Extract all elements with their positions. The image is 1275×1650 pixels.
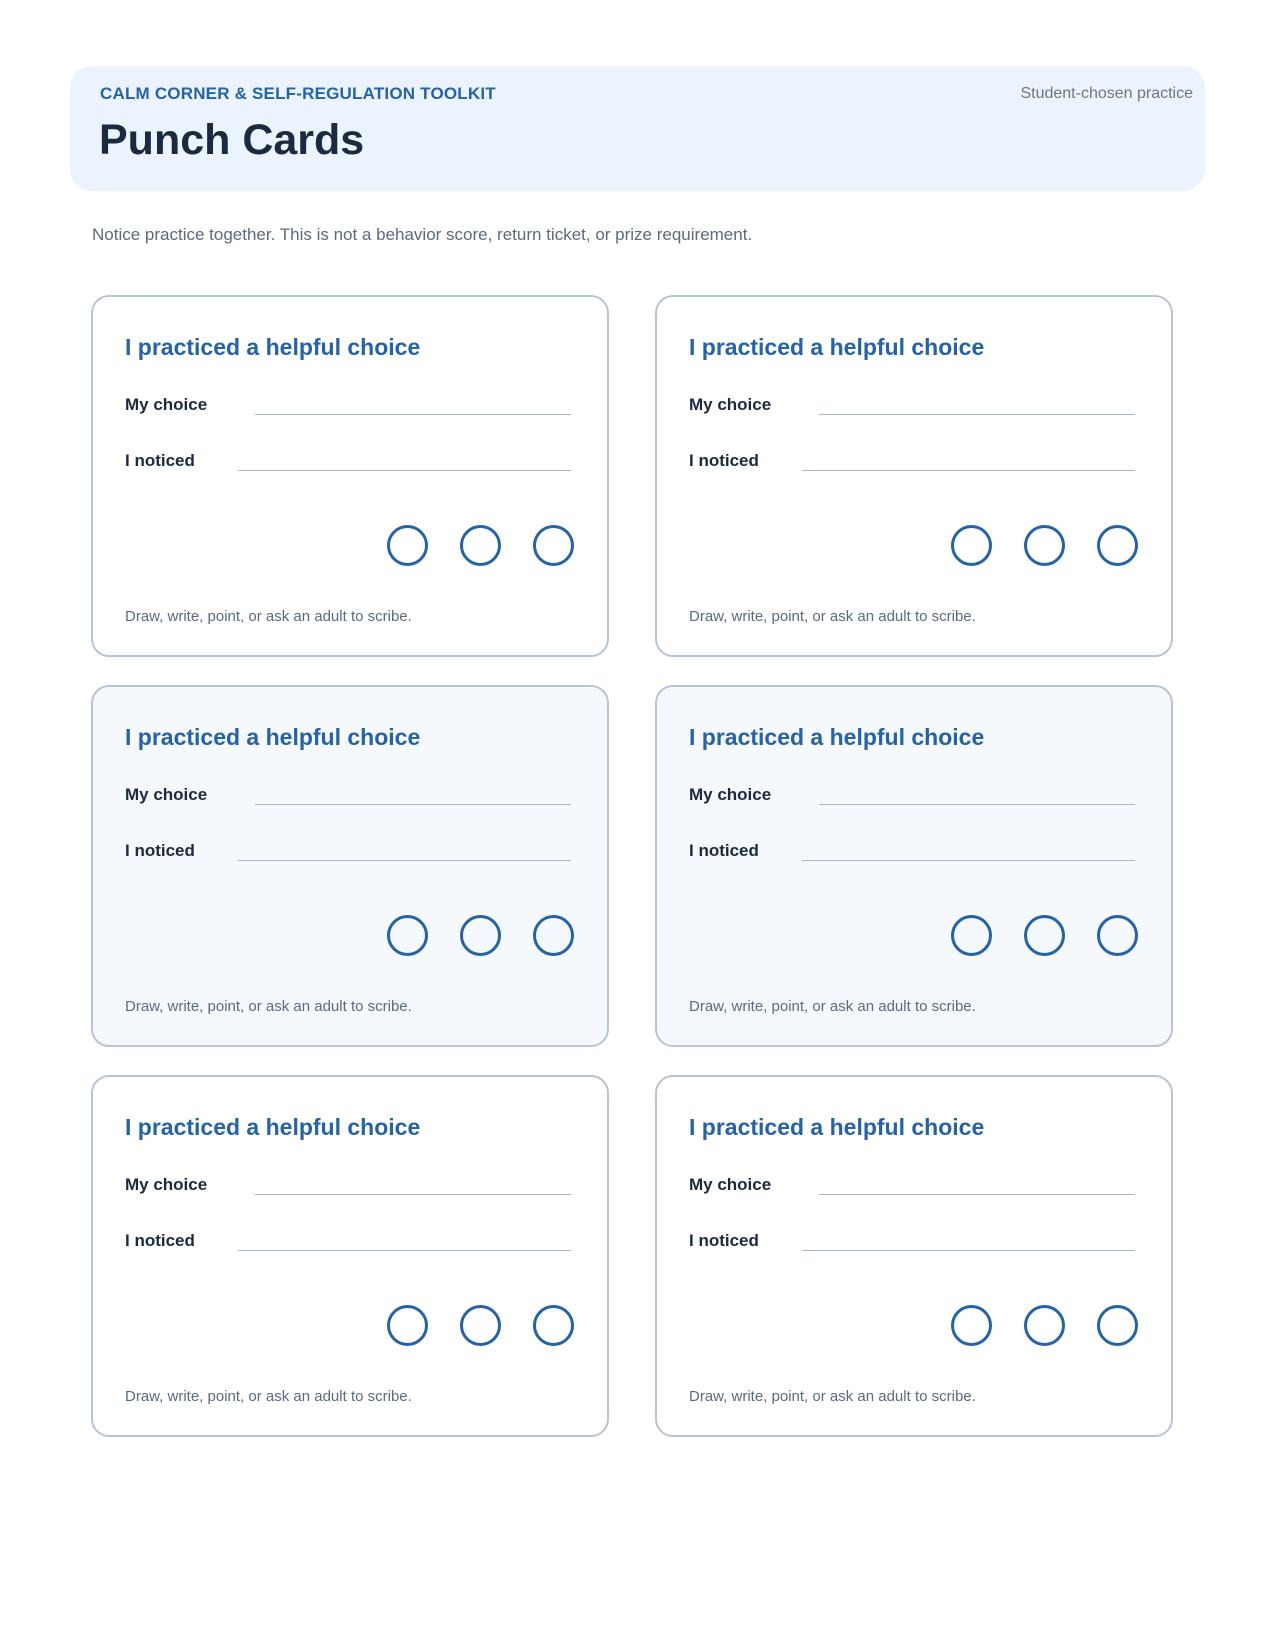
punch-circle[interactable] bbox=[1097, 915, 1138, 956]
i-noticed-line[interactable] bbox=[802, 470, 1135, 471]
punch-circle[interactable] bbox=[387, 525, 428, 566]
card-hint: Draw, write, point, or ask an adult to scribe. bbox=[689, 998, 976, 1015]
punch-circle[interactable] bbox=[387, 1305, 428, 1346]
punch-circle[interactable] bbox=[1024, 915, 1065, 956]
i-noticed-label: I noticed bbox=[125, 1231, 195, 1250]
i-noticed-line[interactable] bbox=[802, 860, 1135, 861]
card-hint: Draw, write, point, or ask an adult to scribe. bbox=[689, 608, 976, 625]
my-choice-label: My choice bbox=[689, 1175, 772, 1194]
card-hint: Draw, write, point, or ask an adult to scribe. bbox=[125, 608, 412, 625]
i-noticed-line[interactable] bbox=[802, 1250, 1135, 1251]
i-noticed-label: I noticed bbox=[125, 451, 195, 470]
intro-text: Notice practice together. This is not a behavior score, return ticket, or prize requirement. bbox=[92, 225, 753, 244]
i-noticed-label: I noticed bbox=[689, 451, 759, 470]
i-noticed-label: I noticed bbox=[125, 841, 195, 860]
punch-circles bbox=[387, 915, 574, 956]
my-choice-line[interactable] bbox=[255, 804, 571, 805]
my-choice-label: My choice bbox=[689, 785, 772, 804]
punch-circle[interactable] bbox=[1097, 1305, 1138, 1346]
punch-circle[interactable] bbox=[951, 1305, 992, 1346]
card-title: I practiced a helpful choice bbox=[689, 334, 985, 360]
card-title: I practiced a helpful choice bbox=[125, 334, 421, 360]
punch-circle[interactable] bbox=[460, 525, 501, 566]
my-choice-label: My choice bbox=[689, 395, 772, 414]
punch-circle[interactable] bbox=[533, 1305, 574, 1346]
punch-circles bbox=[951, 1305, 1138, 1346]
punch-circle[interactable] bbox=[533, 915, 574, 956]
punch-circle[interactable] bbox=[1024, 525, 1065, 566]
card-hint: Draw, write, point, or ask an adult to scribe. bbox=[125, 1388, 412, 1405]
i-noticed-line[interactable] bbox=[238, 860, 571, 861]
punch-circle[interactable] bbox=[951, 915, 992, 956]
punch-circle[interactable] bbox=[951, 525, 992, 566]
my-choice-label: My choice bbox=[125, 395, 208, 414]
punch-card bbox=[91, 295, 609, 657]
punch-circle[interactable] bbox=[533, 525, 574, 566]
my-choice-line[interactable] bbox=[819, 1194, 1135, 1195]
punch-circle[interactable] bbox=[460, 1305, 501, 1346]
practice-tag: Student-chosen practice bbox=[1020, 85, 1193, 102]
i-noticed-line[interactable] bbox=[238, 470, 571, 471]
my-choice-line[interactable] bbox=[255, 414, 571, 415]
my-choice-line[interactable] bbox=[255, 1194, 571, 1195]
punch-card bbox=[655, 1075, 1173, 1437]
i-noticed-label: I noticed bbox=[689, 841, 759, 860]
i-noticed-line[interactable] bbox=[238, 1250, 571, 1251]
page-title: Punch Cards bbox=[99, 116, 365, 164]
punch-card bbox=[655, 685, 1173, 1047]
card-title: I practiced a helpful choice bbox=[125, 724, 421, 750]
my-choice-line[interactable] bbox=[819, 414, 1135, 415]
punch-card bbox=[91, 685, 609, 1047]
card-hint: Draw, write, point, or ask an adult to scribe. bbox=[689, 1388, 976, 1405]
i-noticed-label: I noticed bbox=[689, 1231, 759, 1250]
card-title: I practiced a helpful choice bbox=[689, 1114, 985, 1140]
punch-circles bbox=[387, 525, 574, 566]
toolkit-label: CALM CORNER & SELF-REGULATION TOOLKIT bbox=[100, 84, 496, 103]
my-choice-label: My choice bbox=[125, 785, 208, 804]
punch-circles bbox=[951, 915, 1138, 956]
punch-circle[interactable] bbox=[1097, 525, 1138, 566]
my-choice-label: My choice bbox=[125, 1175, 208, 1194]
punch-card-grid bbox=[91, 295, 1174, 1437]
punch-circle[interactable] bbox=[1024, 1305, 1065, 1346]
card-hint: Draw, write, point, or ask an adult to scribe. bbox=[125, 998, 412, 1015]
page-header bbox=[70, 66, 1205, 191]
card-title: I practiced a helpful choice bbox=[689, 724, 985, 750]
punch-card bbox=[655, 295, 1173, 657]
punch-card bbox=[91, 1075, 609, 1437]
card-title: I practiced a helpful choice bbox=[125, 1114, 421, 1140]
my-choice-line[interactable] bbox=[819, 804, 1135, 805]
punch-circle[interactable] bbox=[460, 915, 501, 956]
punch-circles bbox=[951, 525, 1138, 566]
punch-circles bbox=[387, 1305, 574, 1346]
punch-circle[interactable] bbox=[387, 915, 428, 956]
